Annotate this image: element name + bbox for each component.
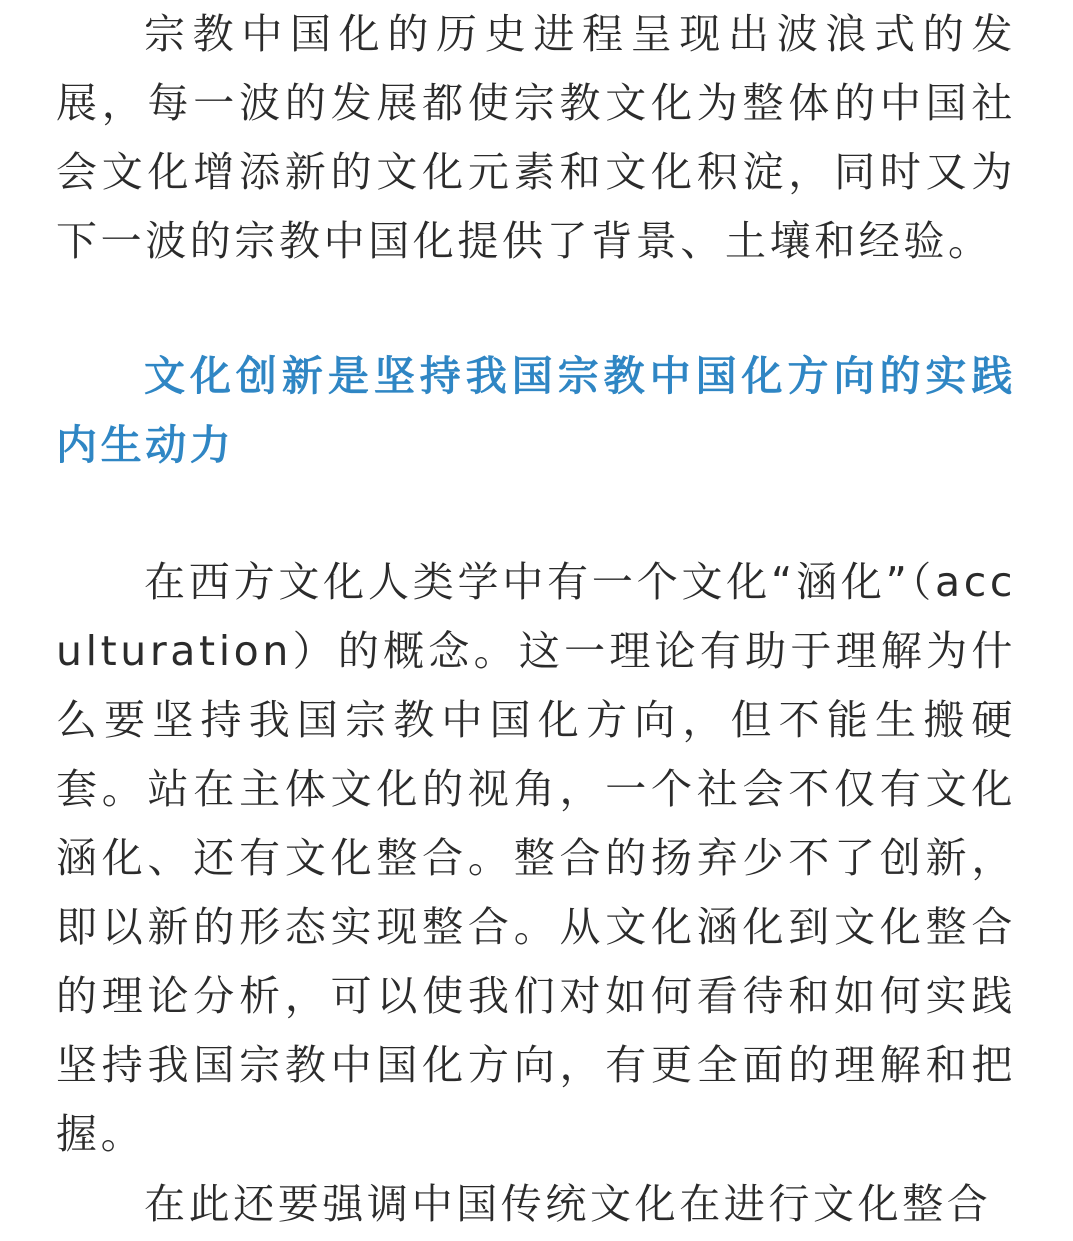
- paragraph-1: 宗教中国化的历史进程呈现出波浪式的发展，每一波的发展都使宗教文化为整体的中国社会文化增添新的文化元素和文化积淀，同时又为下一波的宗教中国化提供了背景、土壤和经验。: [56, 10, 1016, 265]
- paragraph-3: 在此还要强调中国传统文化在进行文化整合: [144, 1180, 992, 1228]
- section-heading: 文化创新是坚持我国宗教中国化方向的实践内生动力: [56, 352, 1016, 469]
- paragraph-2: 在西方文化人类学中有一个文化“涵化”（acculturation）的概念。这一理论有助于理解为什么要坚持我国宗教中国化方向，但不能生搬硬套。站在主体文化的视角，一个社会不仅有文化涵化、还有文化整合。整合的扬弃少不了创新，即以新的形态实现整合。从文化涵化到文化整合的理论分析，可以使我们对如何看待和如何实践坚持我国宗教中国化方向，有更全面的理解和把握。: [56, 558, 1016, 1158]
